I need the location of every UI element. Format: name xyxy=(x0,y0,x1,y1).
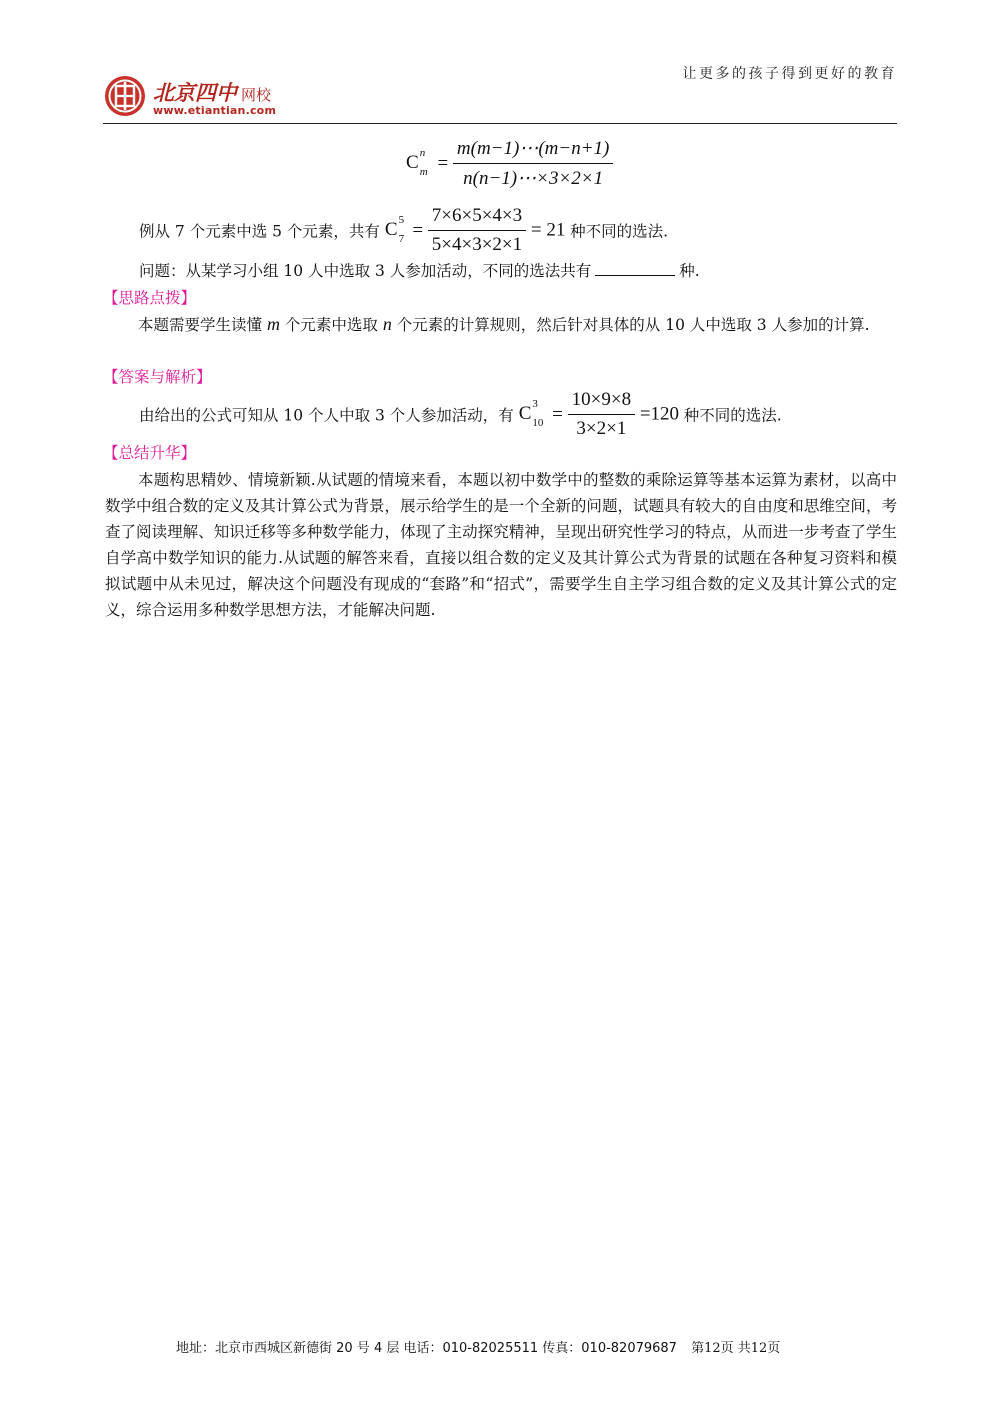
answer-denominator: 3×2×1 xyxy=(568,414,635,440)
header-slogan: 让更多的孩子得到更好的教育 xyxy=(682,66,897,82)
combination-formula: C n m = $\frac{m(m-1)\cdots(m-n+1)}{n(n-1)\cdots\times 3\times 2\times 1}$ xyxy=(406,137,613,190)
page-number: 第12页 共12页 xyxy=(691,1341,781,1356)
example-denominator: 5×4×3×2×1 xyxy=(428,230,526,256)
example-line: 例从 7 个元素中选 5 个元素，共有 C 5 7 = $\frac{7\times 6\times 5\times 4\times 3}{5\times 4\times 3\times 2\times 1}$ = 21 种不同的选法. xyxy=(139,205,669,255)
example-numerator: 7×6×5×4×3 xyxy=(431,205,523,226)
formula-numerator: m(m−1)⋯(m−n+1) xyxy=(456,138,610,159)
answer-line: 由给出的公式可知从 10 个人中取 3 个人参加活动，有 C 3 10 = $\frac{10\times 9\times 8}{3\times 2\times 1}$ =120 种不同的选法. xyxy=(139,389,782,439)
logo-url: www.etiantian.com xyxy=(153,104,277,117)
hint-paragraph: 本题需要学生读懂 m 个元素中选取 n 个元素的计算规则，然后针对具体的从 10 人中选取 3 人参加的计算. xyxy=(138,314,870,334)
logo-suffix: 网校 xyxy=(241,86,272,104)
section-heading-hint: 【思路点拨】 xyxy=(103,289,197,307)
school-logo xyxy=(103,74,403,120)
answer-blank xyxy=(595,261,675,276)
formula-denominator: n(n−1)⋯×3×2×1 xyxy=(453,163,613,190)
question-line: 问题：从某学习小组 10 人中选取 3 人参加活动，不同的选法共有 种. xyxy=(139,262,700,280)
footer-address: 地址：北京市西城区新德街 20 号 4 层 电话：010-82025511 传真：010-82079687 xyxy=(176,1341,677,1356)
school-emblem-icon xyxy=(103,74,147,118)
page-footer xyxy=(176,1337,780,1356)
logo-name: 北京四中 xyxy=(153,81,237,105)
section-heading-summary: 【总结升华】 xyxy=(103,444,197,462)
summary-paragraph: 本题构思精妙、情境新颖.从试题的情境来看，本题以初中数学中的整数的乘除运算等基本运算为素材，以高中数学中组合数的定义及其计算公式为背景，展示给学生的是一个全新的问题，试题具有较大的自由度和思维空间，考查了阅读理解、知识迁移等多种数学能力，体现了主动探究精神，呈现出研究性学习的特点，从而进一步考查了学生自学高中数学知识的能力.从试题的解答来看，直接以组合数的定义及其计算公式为背景的试题在各种复习资料和模拟试题中从未见过，解决这个问题没有现成的“套路”和“招式”，需要学生自主学习组合数的定义及其计算公式的定义，综合运用多种数学思想方法，才能解决问题. xyxy=(105,471,897,619)
section-heading-answer: 【答案与解析】 xyxy=(103,368,212,386)
answer-numerator: 10×9×8 xyxy=(571,389,632,410)
header-divider xyxy=(103,123,897,124)
